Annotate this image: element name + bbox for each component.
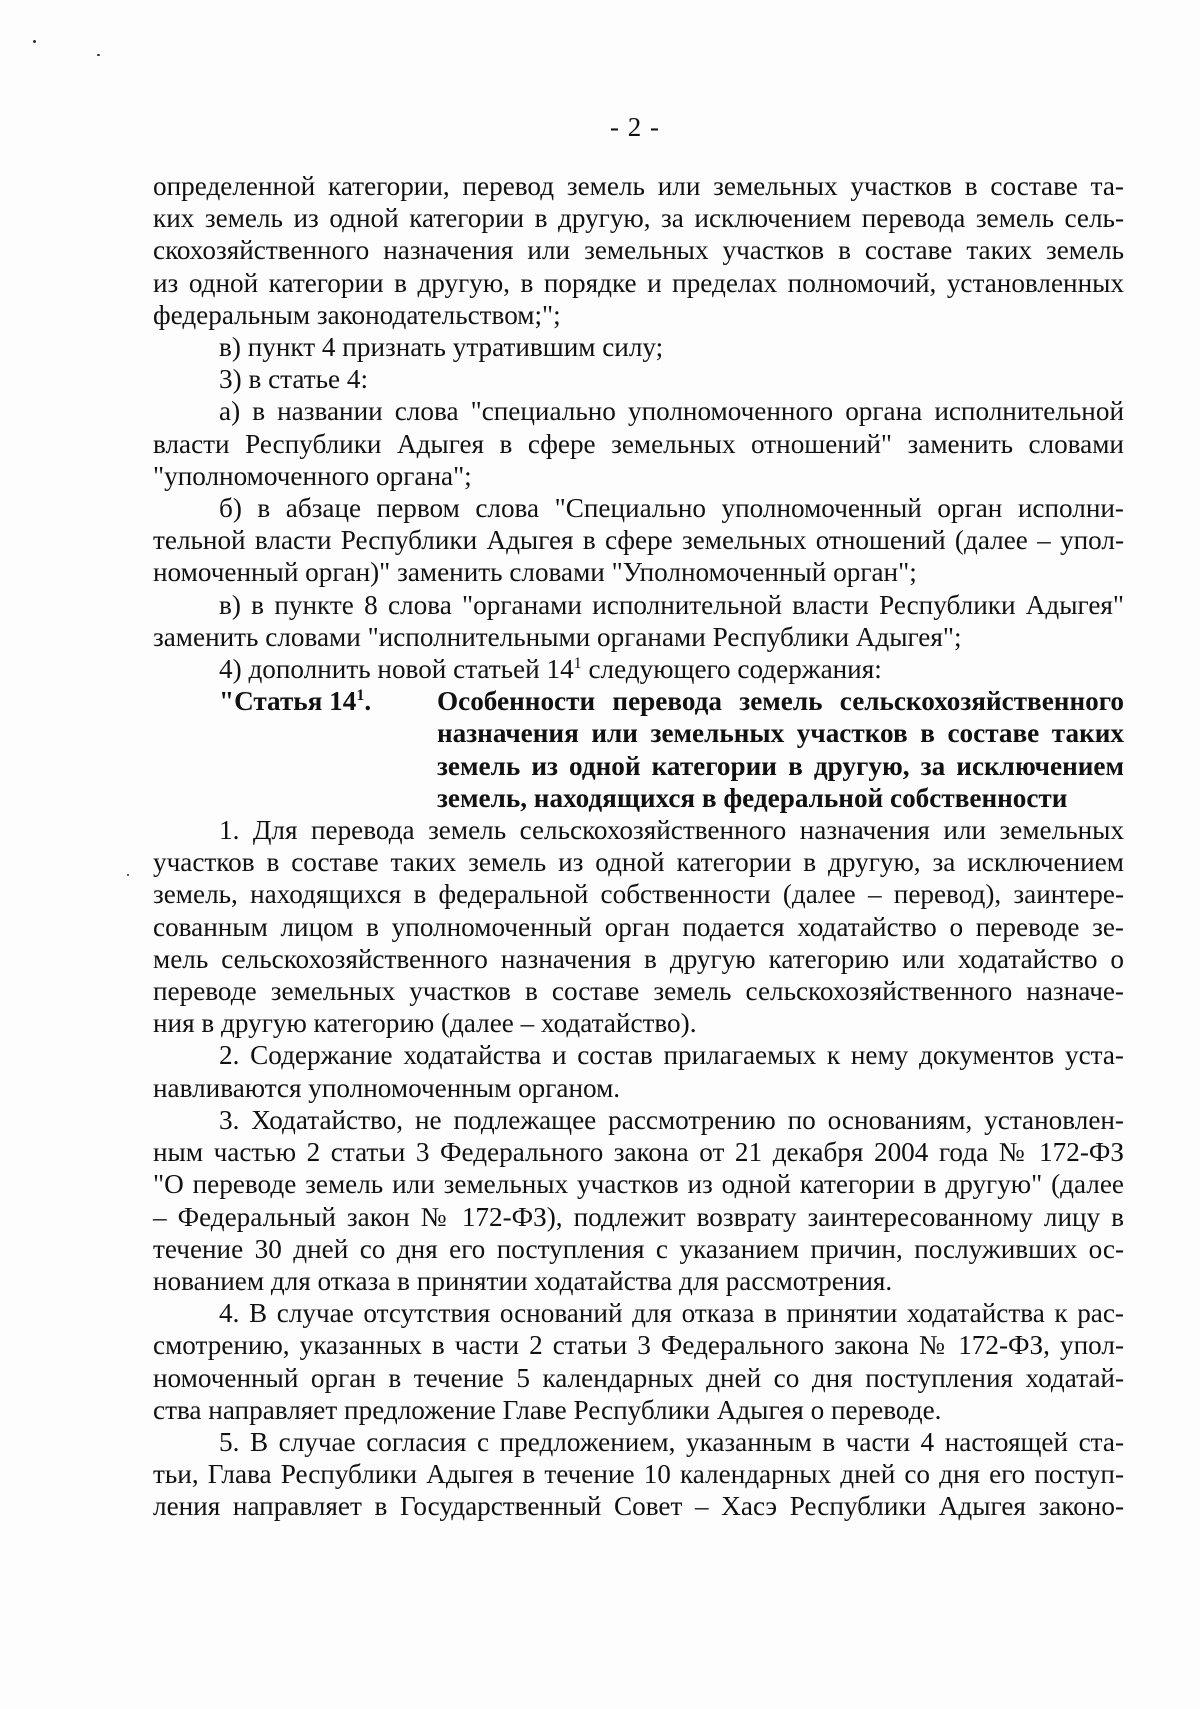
- paragraph-line: тельной власти Республики Адыгея в сфере земельных отношений (далее – упол-: [153, 525, 1124, 556]
- paragraph-line: – Федеральный закон № 172-ФЗ), подлежит возврату заинтересованному лицу в: [153, 1201, 1124, 1232]
- article-title-line: назначения или земельных участков в составе таких: [437, 718, 1124, 749]
- paragraph-line: власти Республики Адыгея в сфере земельных отношений" заменить словами: [153, 428, 1124, 459]
- article-label-text: "Статья 14: [219, 686, 357, 717]
- paragraph-line: 4. В случае отсутствия оснований для отказа в принятии ходатайства к рас-: [219, 1298, 1124, 1329]
- paragraph-line: скохозяйственного назначения или земельных участков в составе таких земель: [153, 235, 1124, 266]
- article-label: [153, 685, 437, 814]
- paragraph-line: федеральным законодательством;";: [153, 299, 561, 330]
- scan-speck: [97, 54, 100, 56]
- article-title: [437, 685, 1124, 814]
- paragraph-line: переводе земельных участков в составе земель сельскохозяйственного назначе-: [153, 976, 1124, 1007]
- paragraph-line: течение 30 дней со дня его поступления с указанием причин, послуживших ос-: [153, 1233, 1124, 1264]
- paragraph-line: 3. Ходатайство, не подлежащее рассмотрению по основаниям, установлен-: [219, 1104, 1124, 1135]
- amendment-paragraphs: [153, 170, 1124, 653]
- paragraph-line: земель, находящихся в федеральной собственности (далее – перевод), заинтере-: [153, 879, 1124, 910]
- article-heading: [153, 685, 1124, 814]
- addition-line-text: 4) дополнить новой статьей 14: [219, 654, 574, 685]
- document-body: [153, 170, 1124, 1523]
- article-title-line: земель из одной категории в другую, за исключением: [437, 750, 1124, 781]
- paragraph-line: ления направляет в Государственный Совет – Хасэ Республики Адыгея законо-: [153, 1491, 1124, 1522]
- article-title-line: земель, находящихся в федеральной собственности: [437, 782, 1068, 813]
- addition-line-superscript: 1: [573, 654, 582, 672]
- scan-speck: [127, 874, 129, 876]
- paragraph-line: а) в названии слова "специально уполномоченного органа исполнительной: [219, 396, 1124, 427]
- article-paragraphs: [153, 814, 1124, 1522]
- paragraph-line: в) в пункте 8 слова "органами исполнительной власти Республики Адыгея": [219, 589, 1124, 620]
- paragraph-line: в) пункт 4 признать утратившим силу;: [219, 332, 664, 363]
- paragraph-line: 3) в статье 4:: [219, 364, 369, 395]
- article-label-dot: .: [364, 686, 372, 717]
- scan-speck: [33, 40, 36, 43]
- addition-line: [153, 653, 1124, 685]
- paragraph-line: "О переводе земель или земельных участков из одной категории в другую" (далее: [153, 1169, 1124, 1200]
- paragraph-line: "уполномоченного органа";: [153, 460, 472, 491]
- paragraph-line: 5. В случае согласия с предложением, указанным в части 4 настоящей ста-: [219, 1426, 1124, 1457]
- paragraph-line: ния в другую категорию (далее – ходатайство).: [153, 1008, 697, 1039]
- paragraph-line: мель сельскохозяйственного назначения в другую категорию или ходатайство о: [153, 943, 1124, 974]
- paragraph-line: определенной категории, перевод земель или земельных участков в составе та-: [153, 171, 1124, 201]
- paragraph-line: 2. Содержание ходатайства и состав прилагаемых к нему документов уста-: [219, 1040, 1124, 1071]
- addition-line-text-end: следующего содержания:: [581, 654, 882, 685]
- paragraph-line: сованным лицом в уполномоченный орган подается ходатайство о переводе зе-: [153, 911, 1124, 942]
- paragraph-line: нованием для отказа в принятии ходатайства для рассмотрения.: [153, 1265, 893, 1296]
- paragraph-line: участков в составе таких земель из одной категории в другую, за исключением: [153, 847, 1124, 878]
- paragraph-line: тьи, Глава Республики Адыгея в течение 10 календарных дней со дня его поступ-: [153, 1459, 1124, 1490]
- paragraph-line: номоченный орган)" заменить словами "Уполномоченный орган";: [153, 557, 917, 588]
- paragraph-line: ства направляет предложение Главе Республики Адыгея о переводе.: [153, 1394, 942, 1425]
- paragraph-line: заменить словами "исполнительными органами Республики Адыгея";: [153, 621, 962, 652]
- paragraph-line: ких земель из одной категории в другую, за исключением перевода земель сель-: [153, 203, 1124, 234]
- article-label-superscript: 1: [356, 687, 365, 705]
- paragraph-line: б) в абзаце первом слова "Специально уполномоченный орган исполни-: [219, 493, 1124, 524]
- paragraph-line: смотрению, указанных в части 2 статьи 3 Федерального закона № 172-ФЗ, упол-: [153, 1330, 1124, 1361]
- paragraph-line: навливаются уполномоченным органом.: [153, 1072, 621, 1103]
- paragraph-line: ным частью 2 статьи 3 Федерального закона от 21 декабря 2004 года № 172-ФЗ: [153, 1137, 1124, 1168]
- paragraph-line: из одной категории в другую, в порядке и пределах полномочий, установленных: [153, 267, 1124, 298]
- article-title-line: Особенности перевода земель сельскохозяйственного: [437, 686, 1124, 717]
- page-number: - 2 -: [610, 112, 660, 142]
- paragraph-line: номоченный орган в течение 5 календарных дней со дня поступления ходатай-: [153, 1362, 1124, 1393]
- paragraph-line: 1. Для перевода земель сельскохозяйственного назначения или земельных: [219, 815, 1124, 846]
